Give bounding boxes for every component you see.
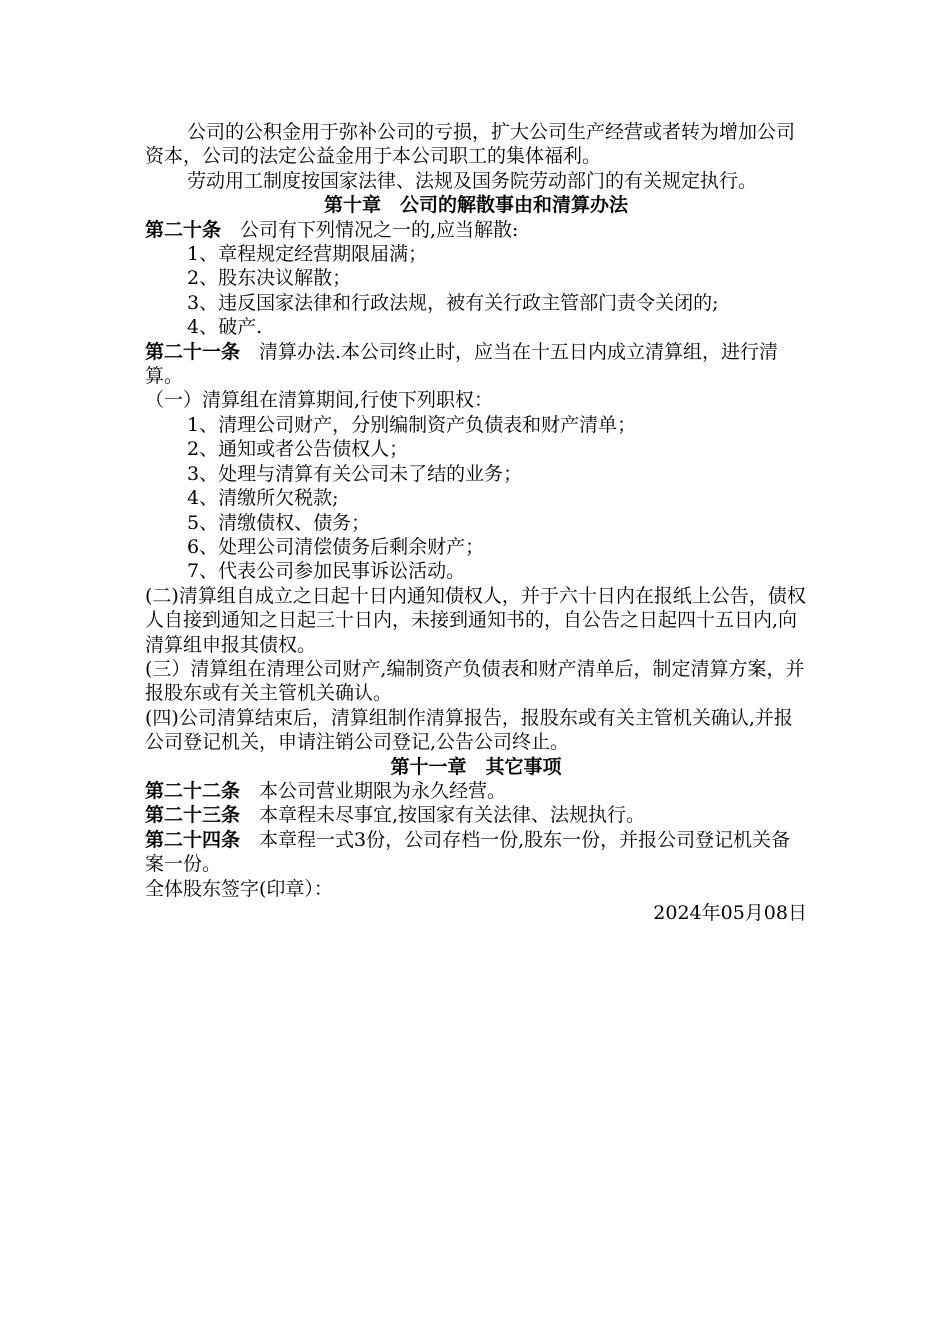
list-item: 1、清理公司财产，分别编制资产负债表和财产清单； xyxy=(187,413,637,436)
article-23-label: 第二十三条 xyxy=(145,804,241,827)
article-21-sub3: (三）清算组在清理公司财产,编制资产负债表和财产清单后，制定清算方案，并报股东或有关主管机关确认。 xyxy=(145,657,805,705)
article-23 xyxy=(145,803,807,827)
article-21-sub2: (二)清算组自成立之日起十日内通知债权人，并于六十日内在报纸上公告，债权人自接到通知之日起三十日内，未接到通知书的，自公告之日起四十五日内,向清算组申报其债权。 xyxy=(145,584,806,656)
list-item: 1、章程规定经营期限届满； xyxy=(187,243,428,266)
reserve-fund-paragraph: 公司的公积金用于弥补公司的亏损，扩大公司生产经营或者转为增加公司资本，公司的法定公益金用于本公司职工的集体福利。 xyxy=(145,121,796,168)
article-20-label: 第二十条 xyxy=(145,218,222,241)
article-23-text: 本章程未尽事宜,按国家有关法律、法规执行。 xyxy=(240,804,646,827)
document-body xyxy=(145,120,807,925)
article-21-text: 清算办法.本公司终止时，应当在十五日内成立清算组，进行清算。 xyxy=(145,340,779,388)
article-21-label: 第二十一条 xyxy=(145,340,241,363)
list-item: 2、股东决议解散； xyxy=(187,267,352,290)
article-20-text: 公司有下列情况之一的,应当解散: xyxy=(221,218,519,241)
list-item: 5、清缴债权、债务； xyxy=(187,511,371,534)
article-20 xyxy=(145,218,807,242)
chapter-10-heading: 第十章 公司的解散事由和清算办法 xyxy=(323,194,628,217)
article-21-sub1: （一）清算组在清算期间,行使下列职权： xyxy=(145,389,494,412)
list-item: 4、清缴所欠税款; xyxy=(187,487,339,510)
article-24-text: 本章程一式3份，公司存档一份,股东一份，并报公司登记机关备案一份。 xyxy=(145,828,791,876)
article-22-label: 第二十二条 xyxy=(145,779,241,802)
article-24 xyxy=(145,828,807,877)
list-item: 4、破产. xyxy=(187,316,263,339)
article-21 xyxy=(145,340,807,389)
signature-line: 全体股东签字(印章）： xyxy=(145,877,333,900)
article-21-sub4: (四)公司清算结束后，清算组制作清算报告，报股东或有关主管机关确认,并报公司登记机关，申请注销公司登记,公告公司终止。 xyxy=(145,706,793,754)
list-item: 7、代表公司参加民事诉讼活动。 xyxy=(187,560,466,583)
document-date: 2024年05月08日 xyxy=(653,902,807,924)
article-24-label: 第二十四条 xyxy=(145,828,241,851)
list-item: 3、处理与清算有关公司未了结的业务； xyxy=(187,462,523,485)
article-22-text: 本公司营业期限为永久经营。 xyxy=(240,779,507,802)
list-item: 2、通知或者公告债权人； xyxy=(187,438,409,461)
article-22 xyxy=(145,779,807,803)
chapter-11-heading: 第十一章 其它事项 xyxy=(390,755,562,778)
labor-paragraph: 劳动用工制度按国家法律、法规及国务院劳动部门的有关规定执行。 xyxy=(187,169,758,192)
list-item: 3、违反国家法律和行政法规，被有关行政主管部门责令关闭的; xyxy=(187,291,719,314)
list-item: 6、处理公司清偿债务后剩余财产； xyxy=(187,535,485,558)
